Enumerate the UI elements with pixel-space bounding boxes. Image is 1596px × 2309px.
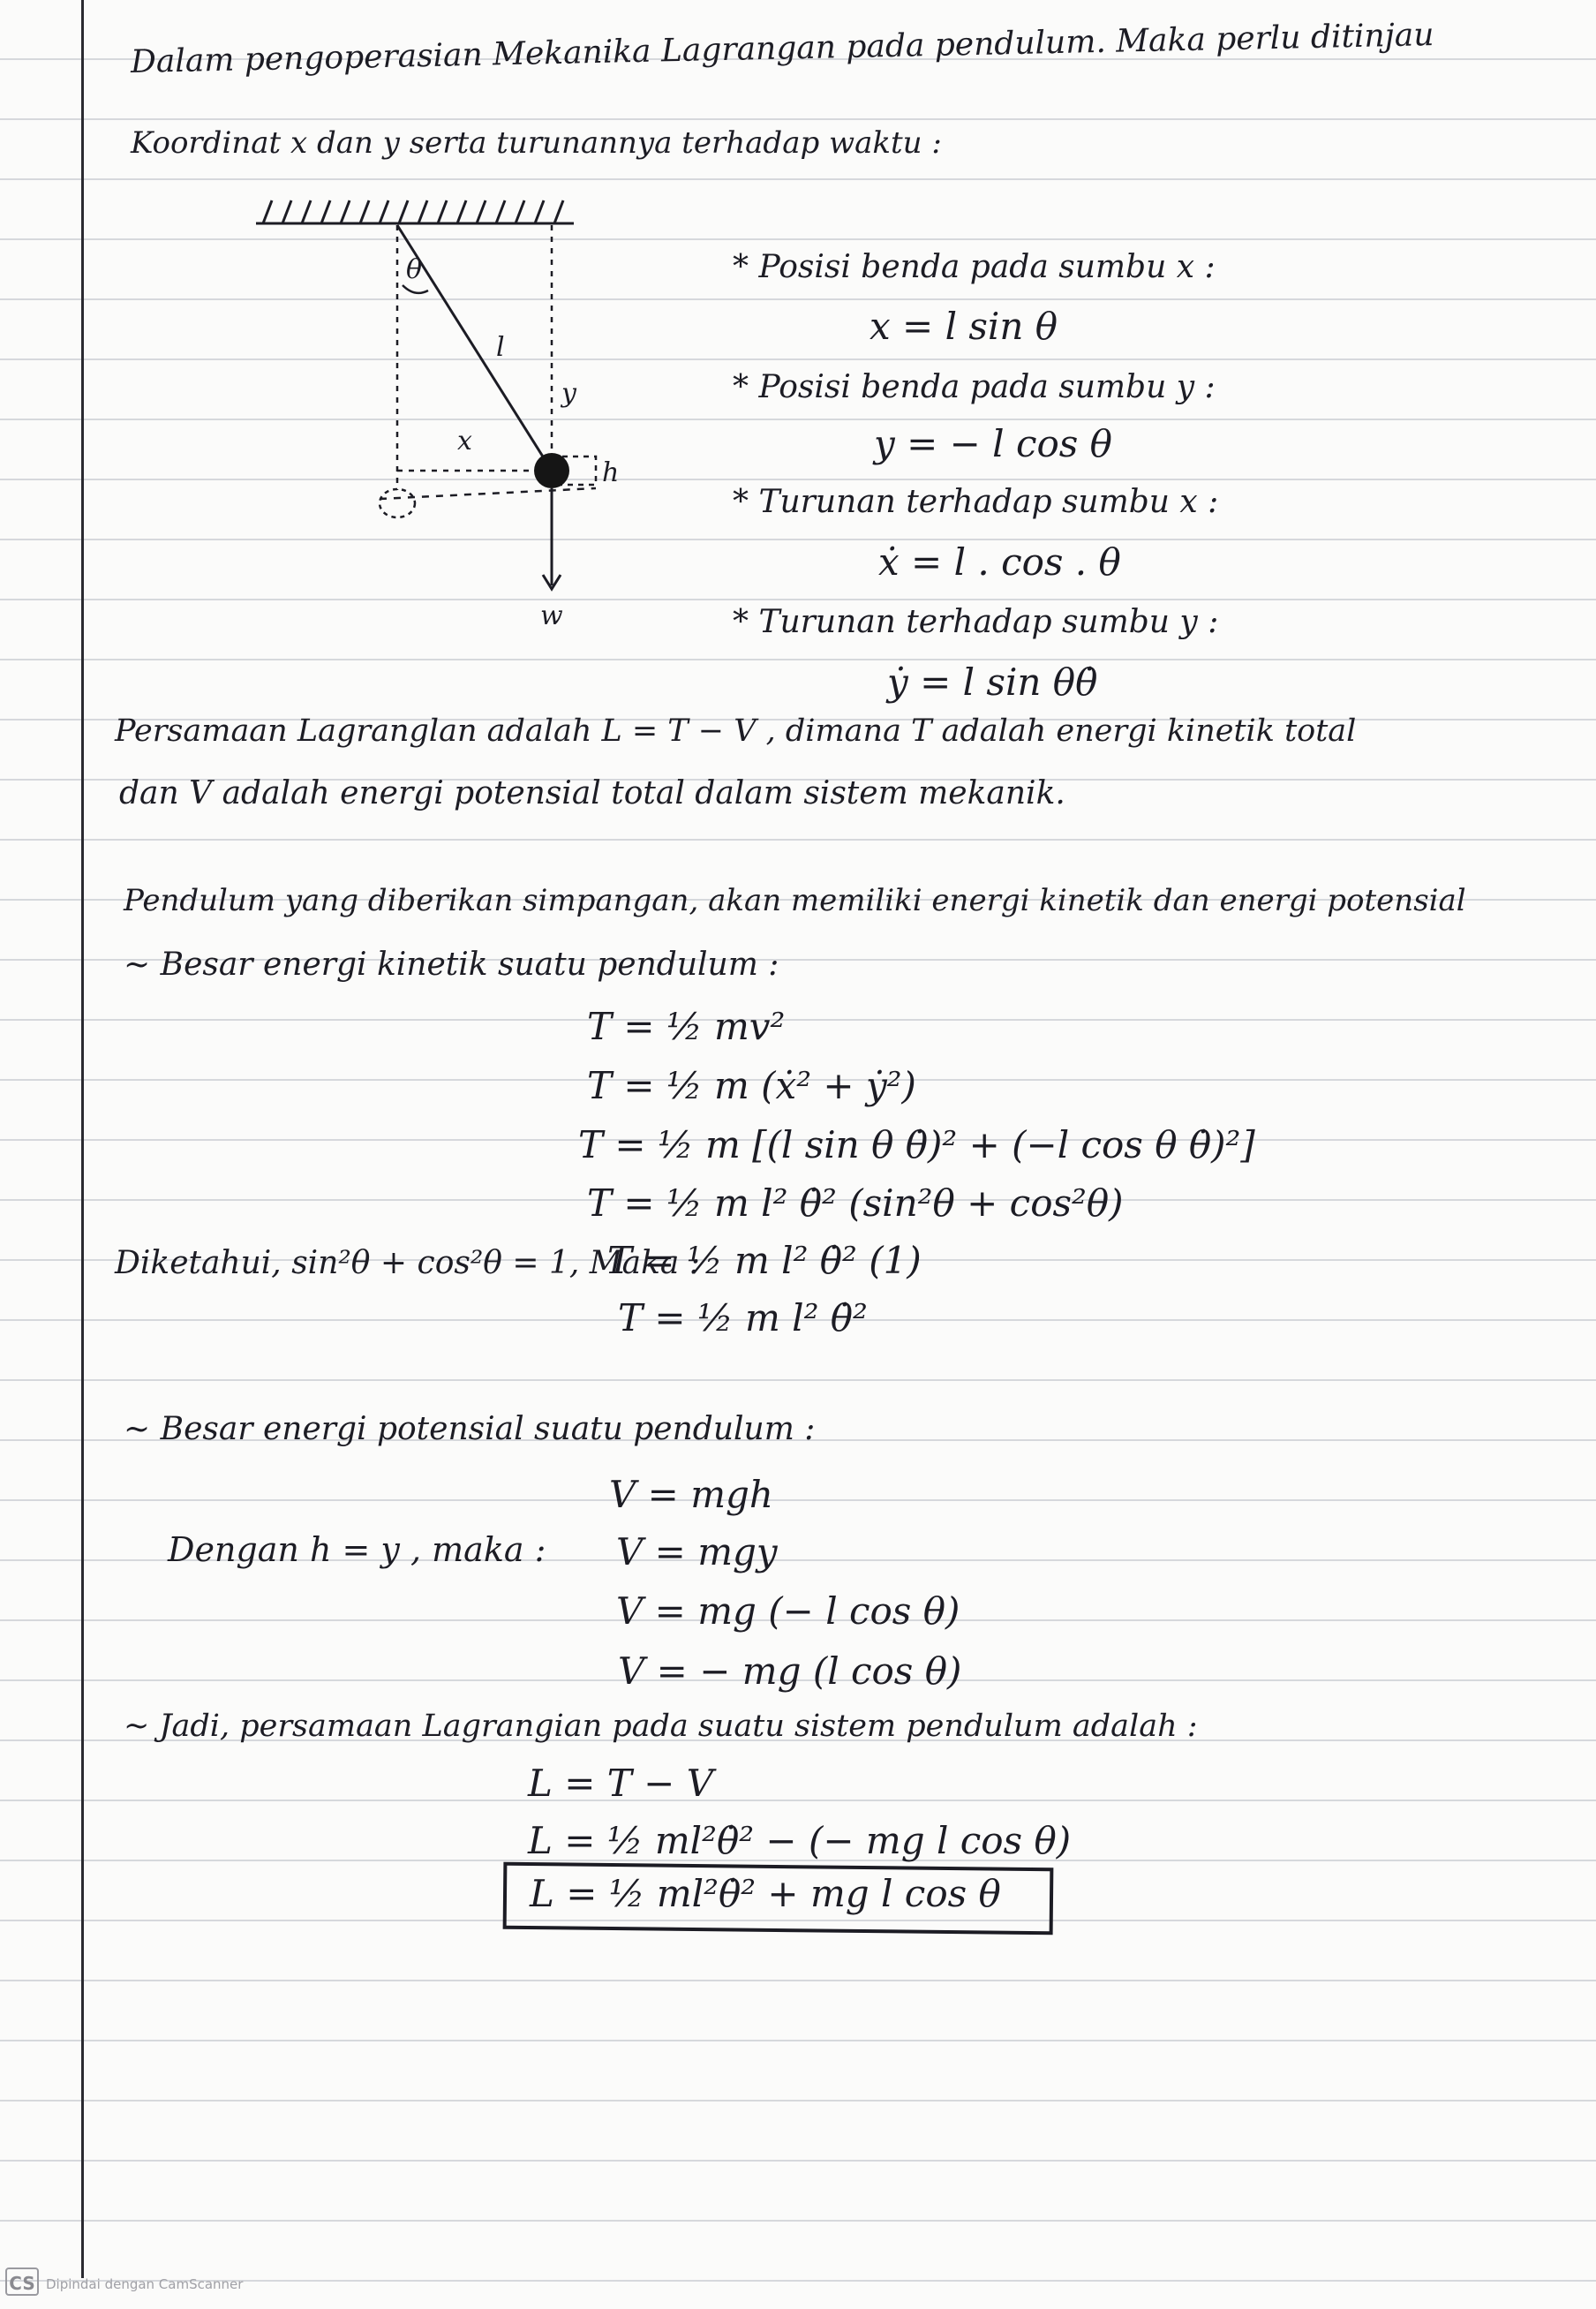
camscanner-logo: CS	[5, 2267, 39, 2296]
kinetic-eq-4: T = ½ m l² θ̇² (sin²θ + cos²θ)	[587, 1181, 1124, 1225]
label-theta: θ	[406, 254, 423, 285]
posx-title: * Posisi benda pada sumbu x :	[733, 249, 1216, 285]
intro-line-2: Koordinat x dan y serta turunannya terhadap waktu :	[131, 125, 942, 161]
theta-arc	[403, 285, 428, 293]
posy-eq: y = − l cos θ	[874, 422, 1112, 465]
result-title: ~ Jadi, persamaan Lagrangian pada suatu sistem pendulum adalah :	[124, 1709, 1198, 1744]
notebook-margin-line	[81, 0, 84, 2278]
potential-given: Dengan h = y , maka :	[168, 1530, 546, 1569]
pendulum-diagram	[238, 190, 653, 631]
turx-title: * Turunan terhadap sumbu x :	[733, 484, 1219, 520]
potential-title: ~ Besar energi potensial suatu pendulum :	[124, 1411, 816, 1447]
potential-eq-4: V = − mg (l cos θ)	[618, 1649, 962, 1693]
tury-title: * Turunan terhadap sumbu y :	[733, 604, 1219, 640]
turx-eq: ẋ = l . cos . θ	[878, 540, 1121, 584]
ceiling-hatch	[256, 200, 574, 223]
label-x: x	[457, 426, 472, 457]
label-l: l	[496, 332, 505, 363]
kinetic-eq-3: T = ½ m [(l sin θ θ̇)² + (−l cos θ θ̇)²]	[578, 1123, 1255, 1166]
kinetic-title: ~ Besar energi kinetik suatu pendulum :	[124, 947, 779, 983]
potential-eq-3: V = mg (− l cos θ)	[616, 1589, 960, 1633]
potential-eq-1: V = mgh	[609, 1473, 773, 1516]
pendulum-bob	[534, 453, 569, 488]
label-y: y	[561, 378, 576, 409]
posx-eq: x = l sin θ	[870, 305, 1058, 348]
kinetic-intro: Pendulum yang diberikan simpangan, akan memiliki energi kinetik dan energi potensial	[124, 883, 1466, 918]
intro-line-1: Dalam pengoperasian Mekanika Lagrangan pada pendulum. Maka perlu ditinjau	[130, 17, 1434, 80]
potential-eq-2: V = mgy	[616, 1530, 778, 1573]
kinetic-eq-2: T = ½ m (ẋ² + ẏ²)	[587, 1064, 916, 1107]
kinetic-given: Diketahui, sin²θ + cos²θ = 1, Maka :	[115, 1245, 700, 1281]
lagrange-def-line-1: Persamaan Lagranglan adalah L = T − V , dimana T adalah energi kinetik total	[115, 713, 1357, 749]
lagrange-def-line-2: dan V adalah energi potensial total dalam sistem mekanik.	[119, 775, 1065, 811]
result-eq-2: L = ½ ml²θ̇² − (− mg l cos θ)	[528, 1819, 1072, 1862]
tury-eq: ẏ = l sin θθ̇	[887, 660, 1098, 704]
kinetic-eq-1: T = ½ mv²	[587, 1005, 786, 1048]
kinetic-eq-6: T = ½ m l² θ̇²	[618, 1296, 868, 1339]
kinetic-eq-5: T = ½ m l² θ̇² (1)	[607, 1239, 922, 1282]
label-h: h	[602, 457, 620, 488]
label-w: w	[540, 600, 563, 631]
rest-position-bob-dotted	[380, 489, 415, 517]
camscanner-watermark: Dipindai dengan CamScanner	[46, 2276, 244, 2292]
result-eq-3: L = ½ ml²θ̇² + mg l cos θ	[530, 1872, 1001, 1915]
posy-title: * Posisi benda pada sumbu y :	[733, 369, 1216, 405]
result-eq-1: L = T − V	[528, 1762, 714, 1805]
